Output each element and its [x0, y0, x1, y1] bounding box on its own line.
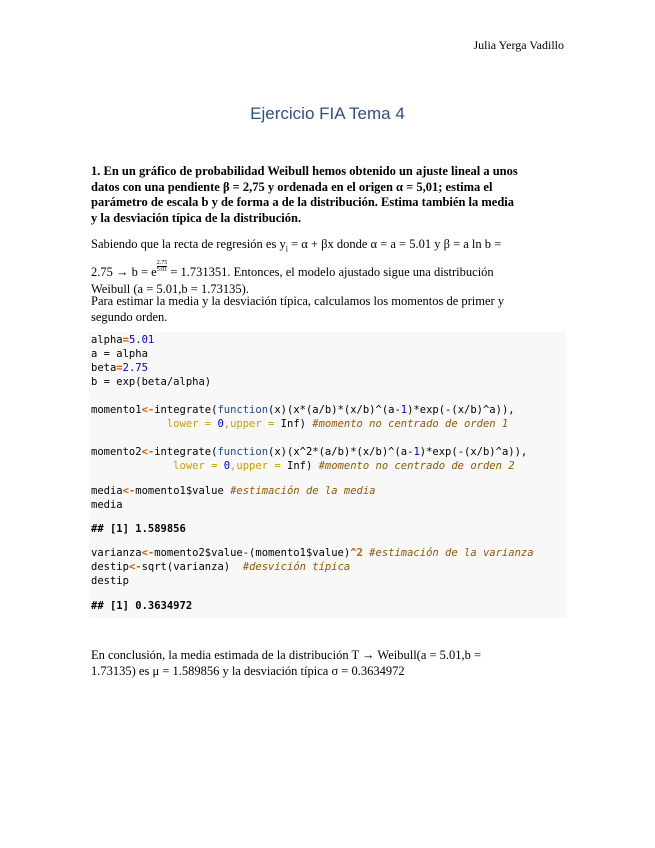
- code-token: integrate(: [154, 404, 218, 416]
- code-token: momento2: [91, 446, 142, 458]
- code-token: destip: [91, 561, 129, 573]
- code-token: destip: [91, 575, 129, 587]
- code-comment: #desvición típica: [242, 561, 351, 573]
- code-comment: #momento no centrado de orden 2: [318, 460, 515, 472]
- paragraph-moments: [91, 294, 565, 325]
- code-token: <-: [141, 547, 155, 559]
- code-token: lower =: [91, 460, 224, 472]
- code-token: <-: [122, 485, 136, 497]
- code-token: )*exp(-(x/b)^a)),: [407, 404, 515, 416]
- code-token: integrate(: [154, 446, 218, 458]
- fraction-denominator: 5.01: [156, 266, 168, 273]
- text-segment: Sabiendo que la recta de regresión es y: [91, 237, 286, 251]
- code-token: ,upper =: [223, 418, 281, 430]
- code-token: varianza: [91, 547, 142, 559]
- question-line: 1. En un gráfico de probabilidad Weibull hemos obtenido un ajuste lineal a unos: [91, 164, 518, 178]
- code-token: Inf): [280, 418, 313, 430]
- paragraph-line: segundo orden.: [91, 309, 168, 324]
- code-token: (x)(x^2*(a/b)*(x/b)^(a-: [268, 446, 414, 458]
- code-token: =: [116, 362, 123, 374]
- question-text: [91, 164, 565, 226]
- code-token: Inf): [287, 460, 319, 472]
- code-token: function: [217, 446, 269, 458]
- code-token: =: [122, 334, 129, 346]
- conclusion-line: 1.73135) es μ = 1.589856 y la desviación típica σ = 0.3634972: [91, 663, 405, 678]
- code-token: <-: [141, 446, 155, 458]
- code-comment: #momento no centrado de orden 1: [312, 418, 509, 430]
- code-token: alpha: [91, 334, 123, 346]
- code-token: ,upper =: [230, 460, 287, 472]
- code-token: momento2$value-(momento1$value): [154, 547, 351, 559]
- text-segment: = α + βx donde α = a = 5.01 y β = a ln b =: [287, 237, 502, 251]
- code-token: <-: [128, 561, 142, 573]
- paragraph-regression: [91, 234, 565, 297]
- page-title: Ejercicio FIA Tema 4: [250, 104, 405, 123]
- author-name: Julia Yerga Vadillo: [473, 38, 564, 52]
- code-comment: #estimación de la varianza: [362, 547, 534, 559]
- code-block: [91, 333, 211, 389]
- paragraph-line: [91, 234, 565, 260]
- code-token: lower =: [91, 418, 218, 430]
- conclusion-line: En conclusión, la media estimada de la distribución T → Weibull(a = 5.01,b =: [91, 648, 482, 662]
- paragraph-line: [91, 260, 565, 282]
- code-block: [91, 445, 527, 473]
- exponent-fraction: [157, 260, 168, 273]
- question-line: y la desviación típica de la distribución.: [91, 210, 302, 225]
- subscript: i: [285, 244, 288, 254]
- code-token: 1: [400, 404, 408, 416]
- code-token: 0: [223, 460, 231, 472]
- text-segment: 2.75 → b = e: [91, 264, 157, 279]
- code-token: a = alpha: [91, 348, 148, 360]
- paragraph-line: Weibull (a = 5.01,b = 1.73135).: [91, 281, 249, 296]
- fraction-numerator: 2.75: [156, 259, 168, 266]
- code-token: <-: [141, 404, 155, 416]
- code-block: [91, 546, 534, 588]
- code-block: [91, 403, 515, 431]
- code-token: b = exp(beta/alpha): [91, 376, 212, 388]
- code-token: 5.01: [128, 334, 155, 346]
- code-block: [91, 484, 376, 512]
- code-token: (x)(x*(a/b)*(x/b)^(a-: [268, 404, 401, 416]
- code-token: 2.75: [122, 362, 148, 374]
- code-token: 1: [413, 446, 420, 458]
- code-token: 0: [217, 418, 224, 430]
- conclusion-text: [91, 648, 565, 679]
- code-token: ^2: [350, 547, 363, 559]
- question-line: parámetro de escala b y de forma a de la distribución. Estima también la media: [91, 195, 515, 209]
- question-line: datos con una pendiente β = 2,75 y ordenada en el origen α = 5,01; estima el: [91, 179, 493, 194]
- code-token: media: [91, 499, 123, 511]
- code-token: function: [217, 404, 269, 416]
- text-segment: = 1.731351. Entonces, el modelo ajustado sigue una distribución: [167, 264, 494, 279]
- code-output: ## [1] 1.589856: [91, 523, 186, 535]
- code-token: momento1: [91, 404, 142, 416]
- code-token: )*exp(-(x/b)^a)),: [419, 446, 528, 458]
- code-token: momento1$value: [135, 485, 231, 497]
- code-token: beta: [91, 362, 117, 374]
- paragraph-line: Para estimar la media y la desviación típica, calculamos los momentos de primer y: [91, 294, 505, 308]
- code-output: ## [1] 0.3634972: [91, 600, 193, 612]
- code-token: sqrt(varianza): [141, 561, 243, 573]
- code-token: media: [91, 485, 123, 497]
- code-comment: #estimación de la media: [230, 485, 376, 497]
